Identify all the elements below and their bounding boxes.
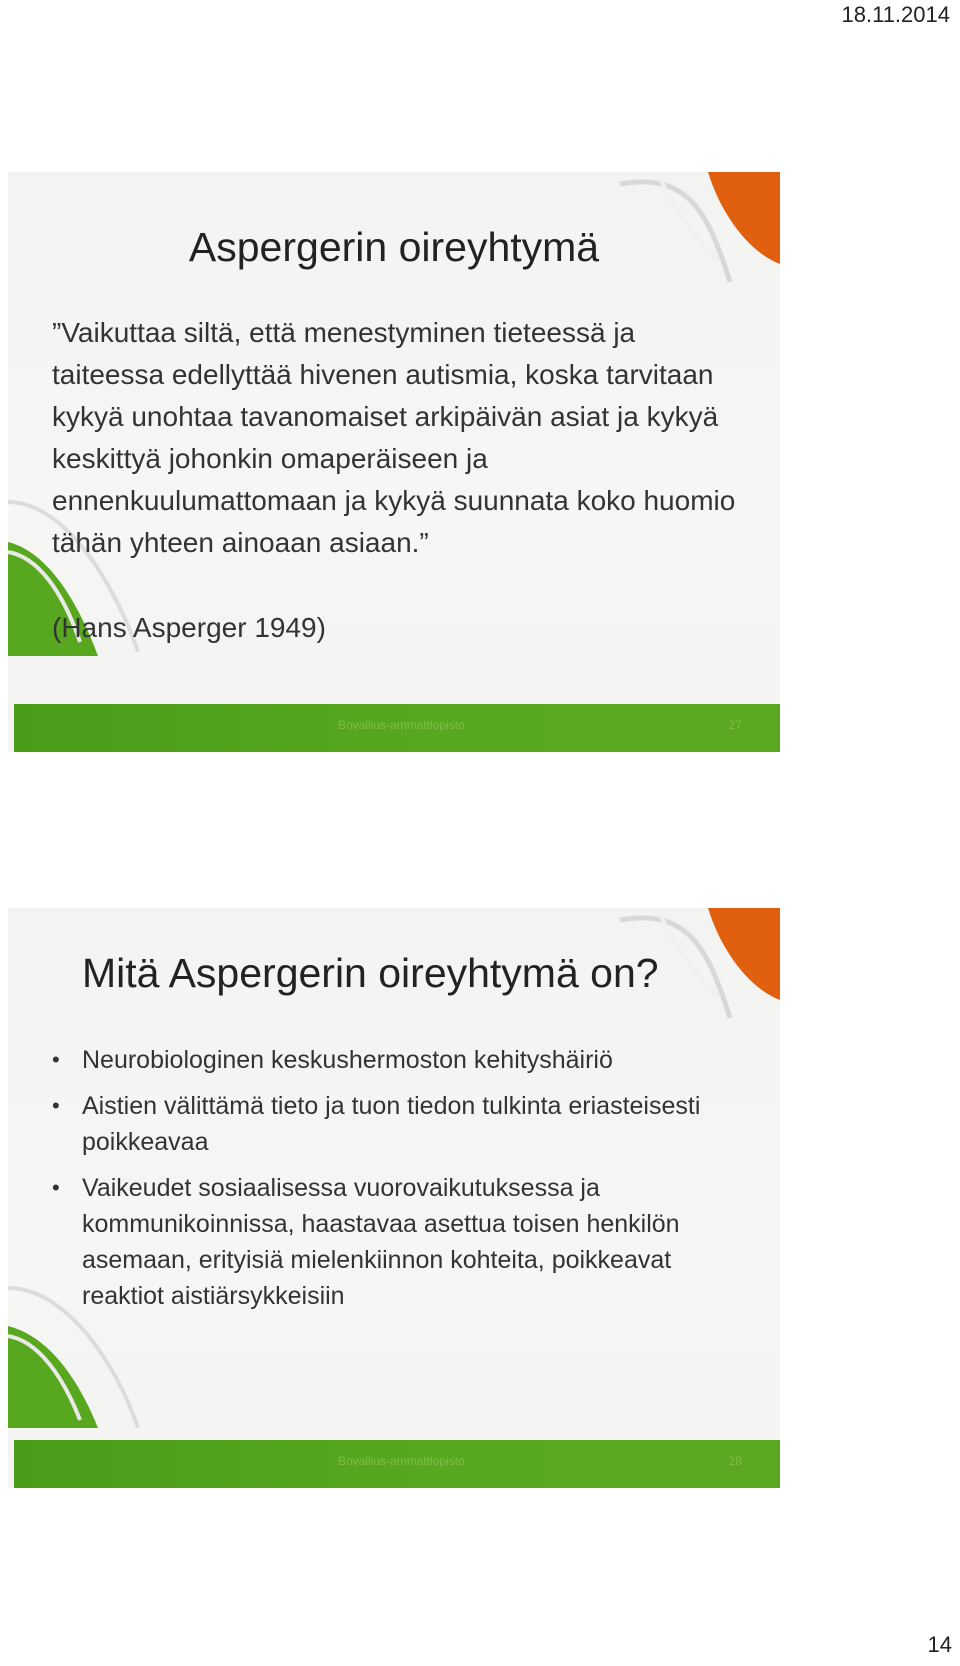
list-item	[48, 1042, 758, 1078]
bullet-icon: •	[52, 1175, 60, 1200]
bullet-icon: •	[52, 1093, 60, 1118]
list-item	[48, 1088, 758, 1160]
bullet-text: Vaikeudet sosiaalisessa vuorovaikutuksessa ja kommunikoinnissa, haastavaa asettua toisen henkilön asemaan, erityisiä mielenkiinnon kohteita, poikkeavat reaktiot aistiärsykkeisiin	[82, 1174, 680, 1310]
page-number: 14	[927, 1632, 952, 1657]
slide-28	[8, 908, 780, 1488]
bullet-list	[48, 1042, 758, 1324]
list-item	[48, 1170, 758, 1314]
asperger-quote: ”Vaikuttaa siltä, että menestyminen tieteessä ja taiteessa edellyttää hivenen autismia, koska tarvitaan kykyä unohtaa tavanomaiset arkipäivän asiat ja kykyä keskittyä johonkin omaperäiseen ja ennenkuulumattomaan ja kykyä suunnata koko huomio tähän yhteen ainoaan asiaan.”	[52, 317, 736, 558]
quote-citation: (Hans Asperger 1949)	[52, 612, 326, 643]
slide-title: Mitä Aspergerin oireyhtymä on?	[82, 950, 659, 996]
slide-27	[8, 172, 780, 752]
slide-footer	[14, 704, 780, 752]
slide-number: 28	[728, 1454, 742, 1468]
slide-footer	[14, 1440, 780, 1488]
bullet-text: Neurobiologinen keskushermoston kehityshäiriö	[82, 1046, 613, 1074]
page-date: 18.11.2014	[841, 2, 950, 27]
footer-organization: Bovallius-ammattiopisto	[338, 1454, 465, 1468]
bullet-text: Aistien välittämä tieto ja tuon tiedon tulkinta eriasteisesti poikkeavaa	[82, 1092, 701, 1156]
bullet-icon: •	[52, 1047, 60, 1072]
slide-title: Aspergerin oireyhtymä	[188, 224, 600, 270]
footer-organization: Bovallius-ammattiopisto	[338, 718, 465, 732]
slide-number: 27	[728, 718, 742, 732]
